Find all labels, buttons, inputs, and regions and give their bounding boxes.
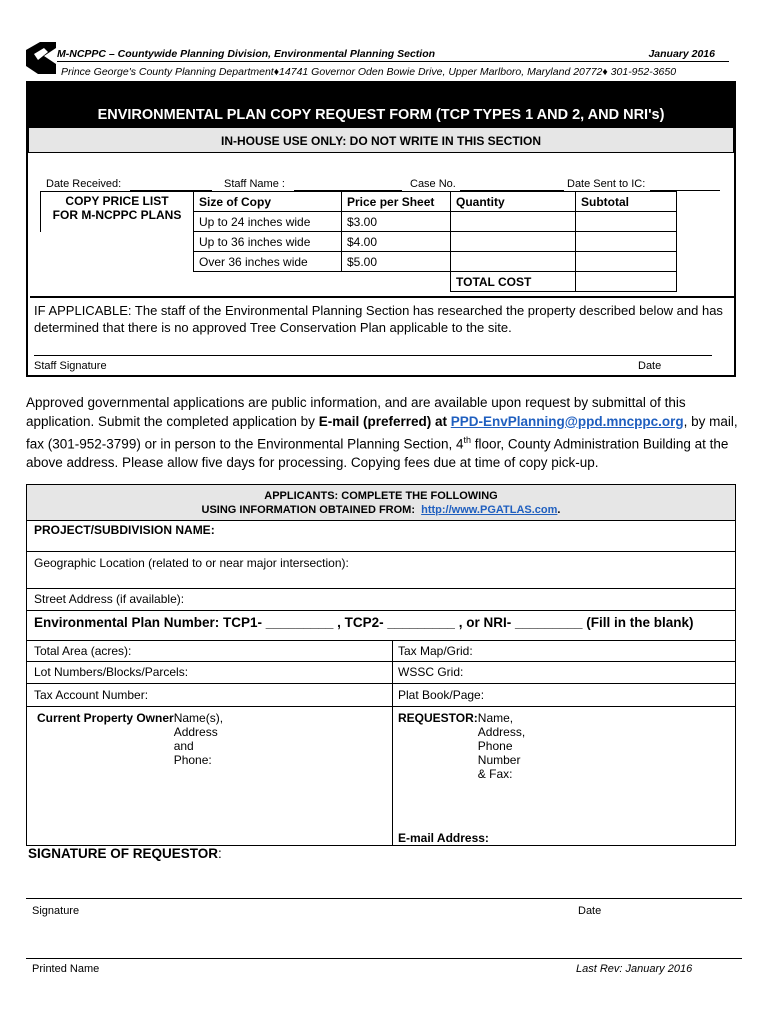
header-date: January 2016 [648,48,715,60]
signature-date-label: Date [578,905,602,917]
signature-label: Signature [32,905,80,917]
project-name-label: PROJECT/SUBDIVISION NAME: [34,523,215,537]
printed-name-label: Printed Name [32,963,100,975]
plat-book-label: Plat Book/Page: [398,688,485,702]
col-size-header: Size of Copy [194,192,342,212]
case-no-label: Case No. [410,178,456,190]
price-list-title: COPY PRICE LIST FOR M-NCPPC PLANS [41,192,194,232]
date-sent-label: Date Sent to IC: [567,178,646,190]
size-cell: Up to 24 inches wide [194,212,342,232]
street-address-label: Street Address (if available): [34,592,185,606]
street-address-row[interactable] [27,589,735,611]
staff-signature-line[interactable] [34,355,712,356]
form-title: ENVIRONMENTAL PLAN COPY REQUEST FORM (TCP TYPES 1 AND 2, AND NRI's) [97,107,665,123]
printed-name-line[interactable] [26,958,742,959]
total-cost-value[interactable] [576,272,677,292]
applicant-header: APPLICANTS: COMPLETE THE FOLLOWING USING INFORMATION OBTAINED FROM: http://www.PGATLAS.com. [27,485,735,521]
tax-map-label: Tax Map/Grid: [398,644,473,658]
lot-numbers-label: Lot Numbers/Blocks/Parcels: [34,665,189,679]
form-title-bar [26,81,736,127]
info-paragraph: Approved governmental applications are public information, and are available upon request by submittal of this application. Submit the completed application by E-mail (preferred) at PPD-EnvPlanning@ppd.mncppc.org, by mail, fax (301-952-3799) or in person to the Environmental Planning Section, 4th floor, County Administration Building at the above address. Please allow five days for processing. Copying fees due at time of copy pick-up. [26,395,738,470]
size-cell: Over 36 inches wide [194,252,342,272]
qty-cell[interactable] [451,212,576,232]
signature-line[interactable] [26,898,742,899]
qty-cell[interactable] [451,252,576,272]
email-link[interactable]: PPD-EnvPlanning@ppd.mncppc.org [450,413,684,429]
date-received-label: Date Received: [46,178,122,190]
inhouse-banner: IN-HOUSE USE ONLY: DO NOT WRITE IN THIS SECTION [28,127,734,153]
wssc-grid-label: WSSC Grid: [398,665,464,679]
col-subtotal-header: Subtotal [576,192,677,212]
header-org-line [57,48,729,62]
owner-label: Current Property Owner Name(s), Address and Phone: [37,711,224,767]
staff-name-label: Staff Name : [224,178,285,190]
header-address: Prince George's County Planning Department♦14741 Governor Oden Bowie Drive, Upper Marlboro, Maryland 20772♦ 301-952-3650 [61,66,677,78]
staff-date-label: Date [638,360,662,372]
price-cell: $3.00 [342,212,451,232]
price-cell: $5.00 [342,252,451,272]
total-area-row[interactable] [27,641,735,662]
geo-location-row[interactable] [27,552,735,589]
email-address-label: E-mail Address: [398,831,489,845]
lot-numbers-row[interactable] [27,662,735,684]
col-price-header: Price per Sheet [342,192,451,212]
last-revision: Last Rev: January 2016 [576,963,693,975]
subtotal-cell[interactable] [576,232,677,252]
total-area-label: Total Area (acres): [34,644,132,658]
size-cell: Up to 36 inches wide [194,232,342,252]
mncppc-logo [26,42,56,74]
subtotal-cell[interactable] [576,252,677,272]
owner-requestor-row[interactable] [27,707,735,846]
column-divider [392,641,393,846]
col-qty-header: Quantity [451,192,576,212]
price-cell: $4.00 [342,232,451,252]
project-name-row[interactable] [27,521,735,552]
pgatlas-link[interactable]: http://www.PGATLAS.com [421,504,558,516]
env-plan-number-label: Environmental Plan Number: TCP1- _________ , TCP2- _________ , or NRI- _________ (Fill in the blank) [34,615,694,630]
applicable-statement: IF APPLICABLE: The staff of the Environmental Planning Section has researched the property described below and has determined that there is no approved Tree Conservation Plan applicable to the site. [34,303,723,335]
signature-title: SIGNATURE OF REQUESTOR: [28,846,222,861]
staff-signature-label: Staff Signature [34,360,107,372]
total-cost-label: TOTAL COST [451,272,576,292]
subtotal-cell[interactable] [576,212,677,232]
qty-cell[interactable] [451,232,576,252]
inhouse-divider [30,296,734,298]
geo-location-label: Geographic Location (related to or near major intersection): [34,556,349,570]
tax-account-label: Tax Account Number: [34,688,149,702]
requestor-label: REQUESTOR: Name, Address, Phone Number & Fax: [398,711,526,781]
tax-account-row[interactable] [27,684,735,707]
price-table [40,191,677,292]
env-plan-number-row[interactable] [27,611,735,641]
org-name: M-NCPPC – Countywide Planning Division, Environmental Planning Section [57,48,436,60]
